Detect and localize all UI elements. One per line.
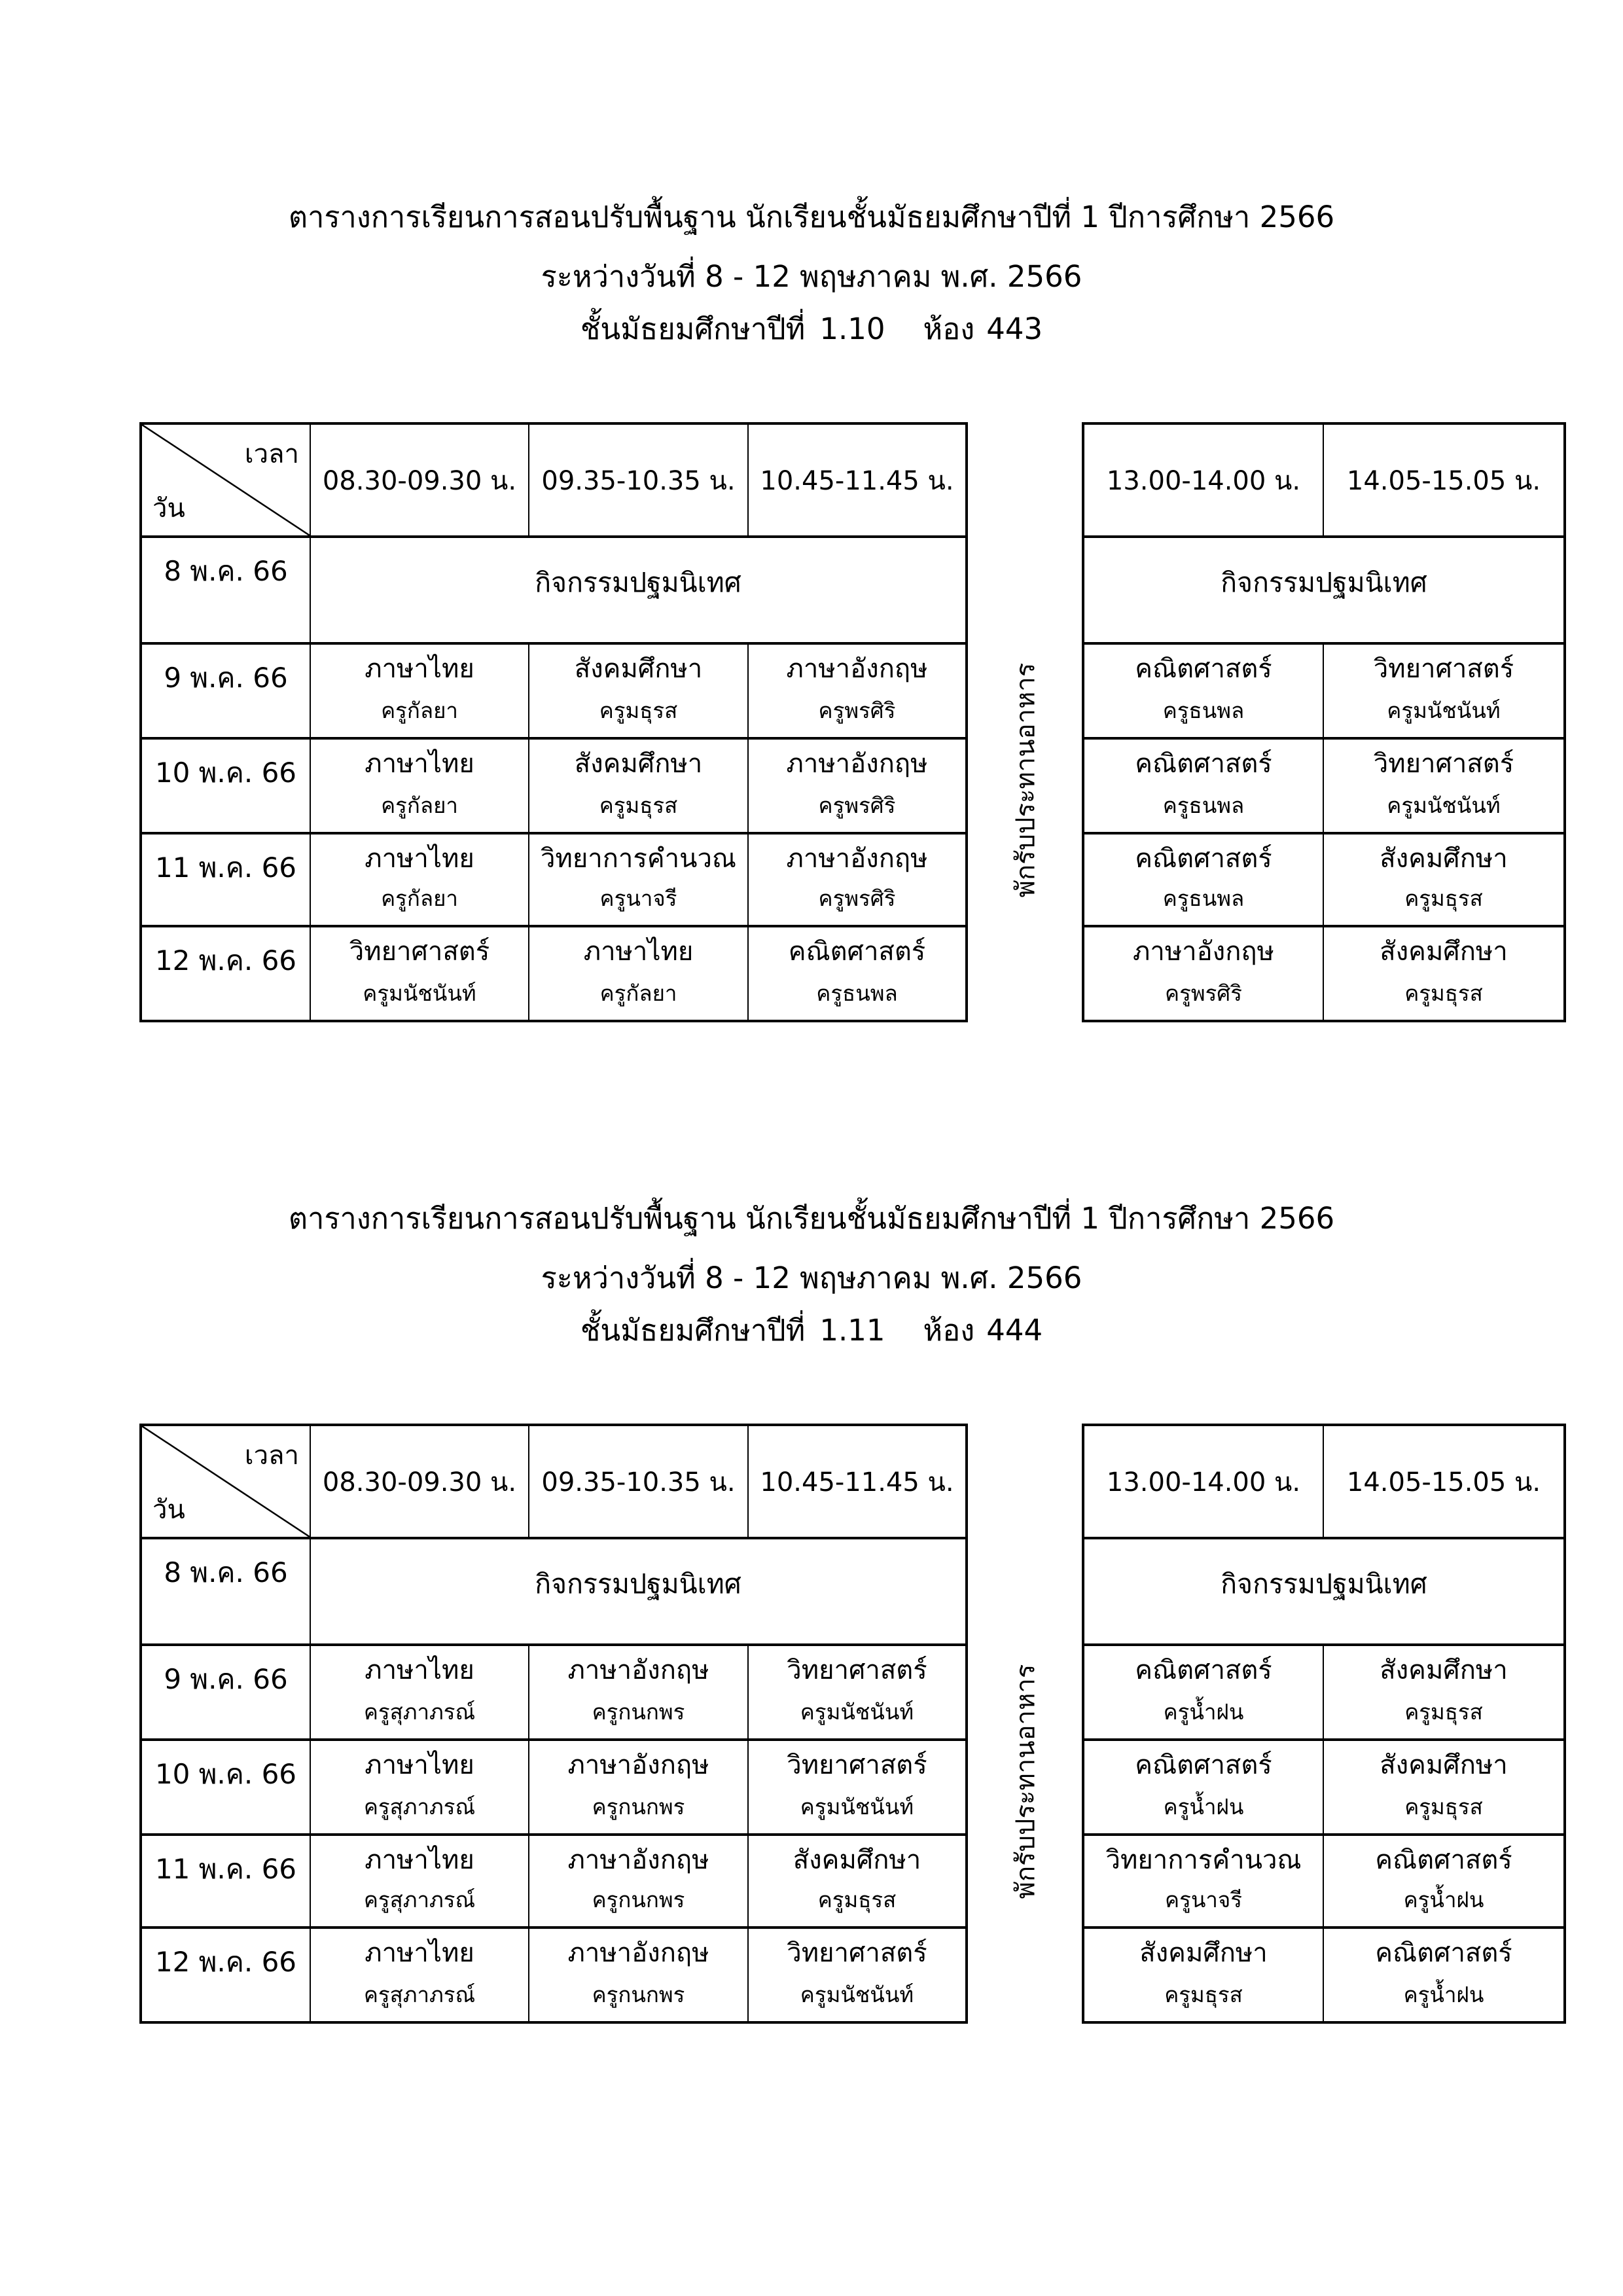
page-title: ตารางการเรียนการสอนปรับพื้นฐาน นักเรียนชั้นมัธยมศึกษาปีที่ 1 ปีการศึกษา 2566 [288,1201,1335,1236]
day-cell: 9 พ.ค. 66 [142,645,311,740]
teacher-name: ครูนาจรี [1165,1886,1242,1912]
orientation-activity-cell: กิจกรรมปฐมนิเทศ [1084,1539,1563,1646]
teacher-name: ครูกัลยา [381,792,458,818]
teacher-name: ครูพรศิริ [818,697,896,723]
teacher-name: ครูกนกพร [592,1981,685,2007]
subject-name: คณิตศาสตร์ [1375,1845,1512,1875]
teacher-name: ครูมธุรส [599,697,678,723]
subject-cell [529,645,749,740]
teacher-name: ครูธนพล [1162,792,1245,818]
day-cell: 8 พ.ค. 66 [142,538,311,645]
subject-cell [749,1929,965,2021]
subject-cell [529,1929,749,2021]
afternoon-block [1082,1424,1566,2024]
subject-name: สังคมศึกษา [574,654,703,684]
subject-name: สังคมศึกษา [793,1845,921,1875]
subject-cell [749,834,965,927]
subject-cell [749,1646,965,1741]
teacher-name: ครูมนัชนันท์ [800,1793,914,1820]
subject-name: คณิตศาสตร์ [788,937,926,967]
subject-cell [529,1741,749,1836]
subject-name: ภาษาไทย [365,654,474,684]
morning-block [139,422,968,1022]
lunch-break-column [968,1539,1082,2024]
time-header-cell: 08.30-09.30 น. [311,1426,529,1539]
room-label: ห้อง [923,1313,975,1348]
teacher-name: ครูมนัชนันท์ [363,980,476,1006]
subject-cell [311,834,529,927]
subject-name: คณิตศาสตร์ [1135,749,1272,779]
subject-name: วิทยาศาสตร์ [349,937,490,967]
subject-cell [1084,645,1324,740]
subject-name: ภาษาไทย [365,1750,474,1780]
teacher-name: ครูสุภาภรณ์ [363,1981,476,2007]
subject-name: ภาษาอังกฤษ [786,844,928,874]
class-number: 1.11 [819,1313,885,1348]
time-header-cell: 09.35-10.35 น. [529,425,749,538]
subject-cell [749,645,965,740]
page-title: ตารางการเรียนการสอนปรับพื้นฐาน นักเรียนชั้นมัธยมศึกษาปีที่ 1 ปีการศึกษา 2566 [288,200,1335,234]
teacher-name: ครูมธุรส [1404,980,1483,1006]
time-header-cell: 13.00-14.00 น. [1084,1426,1324,1539]
morning-block [139,1424,968,2024]
subject-cell [1324,740,1563,834]
subject-cell [749,1741,965,1836]
time-header-cell: 09.35-10.35 น. [529,1426,749,1539]
teacher-name: ครูมนัชนันท์ [1387,792,1501,818]
class-number: 1.10 [819,312,885,346]
subject-cell [1324,834,1563,927]
time-header-cell: 10.45-11.45 น. [749,1426,965,1539]
teacher-name: ครูกัลยา [381,697,458,723]
class-label: ชั้นมัธยมศึกษาปีที่ [580,312,806,346]
lunch-break-column [968,538,1082,1022]
subject-name: วิทยาศาสตร์ [787,1655,927,1685]
day-cell: 10 พ.ค. 66 [142,740,311,834]
subject-name: คณิตศาสตร์ [1135,844,1272,874]
subject-cell [529,927,749,1020]
corner-time-label: เวลา [244,439,299,469]
orientation-activity-cell: กิจกรรมปฐมนิเทศ [1084,538,1563,645]
teacher-name: ครูน้ำฝน [1163,1793,1244,1820]
subject-name: ภาษาอังกฤษ [1132,937,1274,967]
subject-name: ภาษาไทย [365,749,474,779]
subject-name: สังคมศึกษา [1380,844,1508,874]
subject-name: วิทยาศาสตร์ [1373,654,1514,684]
subject-name: ภาษาอังกฤษ [786,749,928,779]
teacher-name: ครูพรศิริ [1165,980,1242,1006]
teacher-name: ครูมนัชนันท์ [1387,697,1501,723]
room-number: 443 [986,312,1043,346]
corner-day-label: วัน [152,1495,185,1525]
teacher-name: ครูมธุรส [1404,1698,1483,1725]
subject-name: สังคมศึกษา [1139,1938,1268,1968]
subject-cell [1324,1646,1563,1741]
subject-cell [1324,1741,1563,1836]
timetable-1-11 [139,1424,1566,2024]
subject-name: ภาษาไทย [365,1655,474,1685]
subject-name: ภาษาไทย [583,937,694,967]
timetable-1-10 [139,422,1566,1022]
subject-name: ภาษาอังกฤษ [786,654,928,684]
subject-name: สังคมศึกษา [574,749,703,779]
subject-cell [1324,1836,1563,1929]
day-cell: 12 พ.ค. 66 [142,927,311,1020]
class-room-subtitle [0,309,1623,350]
date-range-subtitle: ระหว่างวันที่ 8 - 12 พฤษภาคม พ.ศ. 2566 [541,1261,1082,1295]
subject-cell [311,645,529,740]
subject-cell [749,740,965,834]
corner-header-cell [142,1426,311,1539]
subject-name: วิทยาศาสตร์ [787,1750,927,1780]
corner-time-label: เวลา [244,1441,299,1471]
teacher-name: ครูสุภาภรณ์ [363,1793,476,1820]
subject-name: วิทยาการคำนวณ [540,844,737,874]
subject-cell [529,740,749,834]
teacher-name: ครูสุภาภรณ์ [363,1698,476,1725]
lunch-break-label: พักรับประทานอาหาร [1010,1664,1041,1899]
teacher-name: ครูกัลยา [381,885,458,911]
teacher-name: ครูพรศิริ [818,885,896,911]
subject-cell [529,1646,749,1741]
teacher-name: ครูกนกพร [592,1698,685,1725]
date-range-subtitle: ระหว่างวันที่ 8 - 12 พฤษภาคม พ.ศ. 2566 [541,259,1082,294]
teacher-name: ครูน้ำฝน [1403,1981,1484,2007]
corner-day-label: วัน [152,493,185,524]
teacher-name: ครูธนพล [1162,697,1245,723]
day-cell: 12 พ.ค. 66 [142,1929,311,2021]
time-header-cell: 08.30-09.30 น. [311,425,529,538]
subject-cell [311,740,529,834]
teacher-name: ครูมธุรส [599,792,678,818]
subject-name: วิทยาศาสตร์ [787,1938,927,1968]
subject-name: สังคมศึกษา [1380,937,1508,967]
teacher-name: ครูกัลยา [599,980,677,1006]
subject-name: คณิตศาสตร์ [1135,1655,1272,1685]
teacher-name: ครูมธุรส [1164,1981,1243,2007]
teacher-name: ครูนาจรี [599,885,677,911]
teacher-name: ครูมธุรส [1404,885,1483,911]
subject-cell [1324,927,1563,1020]
subject-cell [1084,1646,1324,1741]
subject-cell [1084,927,1324,1020]
subject-name: ภาษาไทย [365,1938,474,1968]
teacher-name: ครูมธุรส [817,1886,897,1912]
subject-name: สังคมศึกษา [1380,1750,1508,1780]
day-cell: 11 พ.ค. 66 [142,834,311,927]
teacher-name: ครูธนพล [1162,885,1245,911]
day-cell: 9 พ.ค. 66 [142,1646,311,1741]
teacher-name: ครูพรศิริ [818,792,896,818]
teacher-name: ครูน้ำฝน [1163,1698,1244,1725]
class-label: ชั้นมัธยมศึกษาปีที่ [580,1313,806,1348]
lunch-break-label: พักรับประทานอาหาร [1010,662,1041,898]
time-header-cell: 10.45-11.45 น. [749,425,965,538]
teacher-name: ครูธนพล [816,980,898,1006]
teacher-name: ครูสุภาภรณ์ [363,1886,476,1912]
time-header-cell: 14.05-15.05 น. [1324,425,1563,538]
corner-header-cell [142,425,311,538]
subject-cell [1084,834,1324,927]
subject-cell [1084,1929,1324,2021]
teacher-name: ครูน้ำฝน [1403,1886,1484,1912]
teacher-name: ครูมนัชนันท์ [800,1981,914,2007]
day-cell: 8 พ.ค. 66 [142,1539,311,1646]
subject-cell [749,1836,965,1929]
subject-name: คณิตศาสตร์ [1135,1750,1272,1780]
subject-name: ภาษาไทย [365,1845,474,1875]
subject-cell [311,1929,529,2021]
teacher-name: ครูมนัชนันท์ [800,1698,914,1725]
subject-name: ภาษาอังกฤษ [567,1845,709,1875]
subject-name: ภาษาอังกฤษ [567,1655,709,1685]
subject-name: คณิตศาสตร์ [1375,1938,1512,1968]
subject-cell [311,1741,529,1836]
subject-cell [749,927,965,1020]
day-cell: 10 พ.ค. 66 [142,1741,311,1836]
subject-name: ภาษาอังกฤษ [567,1750,709,1780]
subject-name: ภาษาอังกฤษ [567,1938,709,1968]
afternoon-block [1082,422,1566,1022]
subject-cell [311,1836,529,1929]
teacher-name: ครูมธุรส [1404,1793,1483,1820]
subject-cell [529,1836,749,1929]
subject-cell [1084,1741,1324,1836]
room-label: ห้อง [923,312,975,346]
teacher-name: ครูกนกพร [592,1793,685,1820]
time-header-cell: 14.05-15.05 น. [1324,1426,1563,1539]
subject-name: ภาษาไทย [365,844,474,874]
subject-cell [311,1646,529,1741]
teacher-name: ครูกนกพร [592,1886,685,1912]
orientation-activity-cell: กิจกรรมปฐมนิเทศ [311,1539,965,1646]
subject-cell [1084,740,1324,834]
time-header-cell: 13.00-14.00 น. [1084,425,1324,538]
subject-name: สังคมศึกษา [1380,1655,1508,1685]
day-cell: 11 พ.ค. 66 [142,1836,311,1929]
subject-name: คณิตศาสตร์ [1135,654,1272,684]
subject-name: วิทยาการคำนวณ [1105,1845,1302,1875]
subject-cell [1084,1836,1324,1929]
subject-cell [1324,1929,1563,2021]
room-number: 444 [986,1313,1043,1348]
subject-cell [529,834,749,927]
subject-cell [1324,645,1563,740]
class-room-subtitle [0,1310,1623,1351]
subject-cell [311,927,529,1020]
subject-name: วิทยาศาสตร์ [1373,749,1514,779]
orientation-activity-cell: กิจกรรมปฐมนิเทศ [311,538,965,645]
